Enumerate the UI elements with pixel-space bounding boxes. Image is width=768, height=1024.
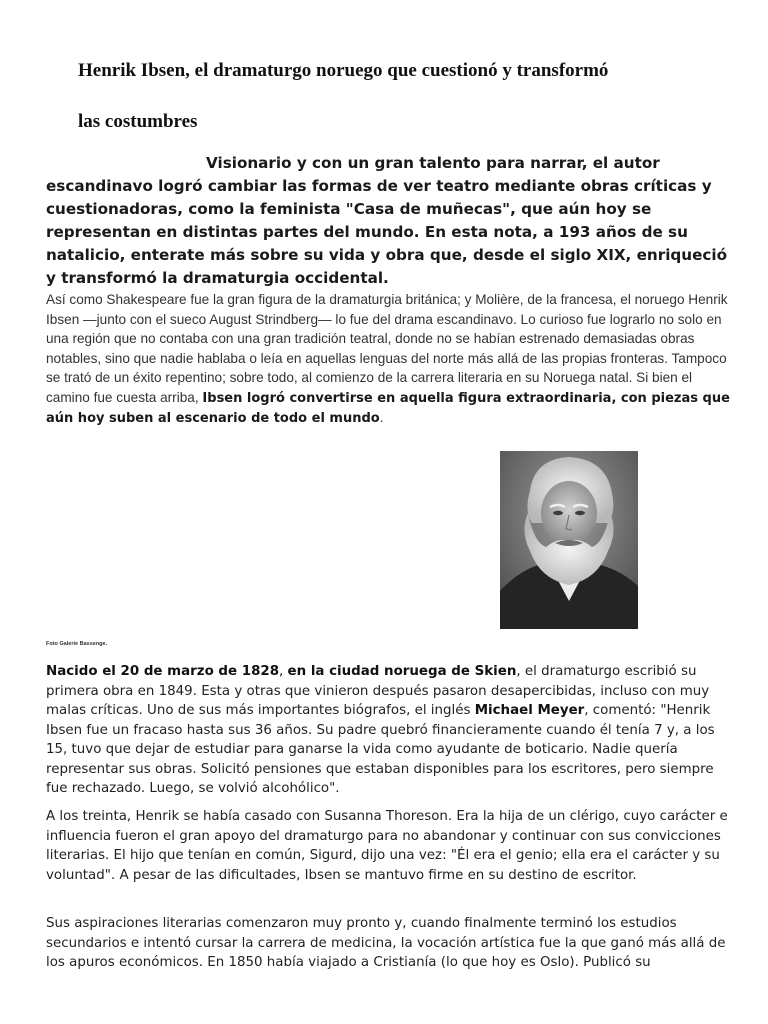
article-title-line-1: Henrik Ibsen, el dramaturgo noruego que cuestionó y transformó (78, 60, 609, 81)
paragraph-3: A los treinta, Henrik se había casado con Susanna Thoreson. Era la hija de un clérigo, cuyo carácter e influencia fueron el gran apoyo del dramaturgo para no abandonar y continuar con sus convicciones literarias. El hijo que tenían en común, Sigurd, dijo una vez: "Él era el genio; ella era el carácter y su voluntad". A pesar de las dificultades, Ibsen se mantuvo firme en su destino de escritor. (46, 809, 728, 883)
paragraph-2-bold-1: Nacido el 20 de marzo de 1828 (46, 664, 280, 679)
paragraph-1-end: . (379, 410, 384, 425)
paragraph-2 (46, 662, 736, 799)
paragraph-1-text: Así como Shakespeare fue la gran figura de la dramaturgia británica; y Molière, de la francesa, el noruego Henrik Ibsen —junto con el sueco August Strindberg— lo fue del drama escandinavo. Lo curioso fue lograrlo no solo en una región que no contaba con una gran tradición teatral, donde no se habían estrenado demasiadas obras notables, sino que nadie hablaba o leía en aquellas lenguas del norte más allá de las propias fronteras. Tampoco se trató de un éxito repentino; sobre todo, al comienzo de la carrera literaria en su Noruega natal. Si bien el camino fue cuesta arriba, (46, 292, 728, 405)
paragraph-2-text-2: , el dramaturgo escribió su primera obra en 1849. Esta y otras que vinieron después pasaron desapercibidas, incluso con muy malas críticas. Uno de sus más importantes biógrafos, el inglés (46, 664, 710, 718)
portrait-image (500, 451, 638, 629)
paragraph-4: Sus aspiraciones literarias comenzaron muy pronto y, cuando finalmente terminó los estudios secundarios e intentó cursar la carrera de medicina, la vocación artística fue la que ganó más allá de los apuros económicos. En 1850 había viajado a Cristianía (lo que hoy es Oslo). Publicó su (46, 916, 726, 970)
lead-text: Visionario y con un gran talento para narrar, el autor escandinavo logró cambiar las formas de ver teatro mediante obras críticas y cuestionadoras, como la feminista "Casa de muñecas", que aún hoy se representan en distintas partes del mundo. En esta nota, a 193 años de su natalicio, enterate más sobre su vida y obra que, desde el siglo XIX, enriqueció y transformó la dramaturgia occidental. (46, 154, 728, 287)
paragraph-1 (46, 290, 736, 429)
paragraph-2-bold-3: Michael Meyer (474, 703, 585, 718)
article-title-line-2: las costumbres (78, 111, 198, 132)
portrait-photo (500, 451, 638, 629)
paragraph-2-text-3: , comentó: "Henrik Ibsen fue un fracaso hasta sus 36 años. Su padre quebró financieramente cuando él tenía 7 y, a los 15, tuvo que dejar de estudiar para ganarse la vida como ayudante de boticario. Nadie quería representar sus obras. Solicitó pensiones que estaban disponibles para los escritores, pero siempre fue rechazado. Luego, se volvió alcohólico". (46, 703, 715, 796)
paragraph-2-text-1: , (279, 664, 288, 679)
article-lead (46, 152, 736, 290)
paragraph-1-bold: Ibsen logró convertirse en aquella figura extraordinaria, con piezas que aún hoy suben al escenario de todo el mundo (46, 390, 730, 426)
paragraph-2-bold-2: en la ciudad noruega de Skien (287, 664, 517, 679)
photo-caption: Foto Galerie Bassenge. (46, 641, 108, 647)
